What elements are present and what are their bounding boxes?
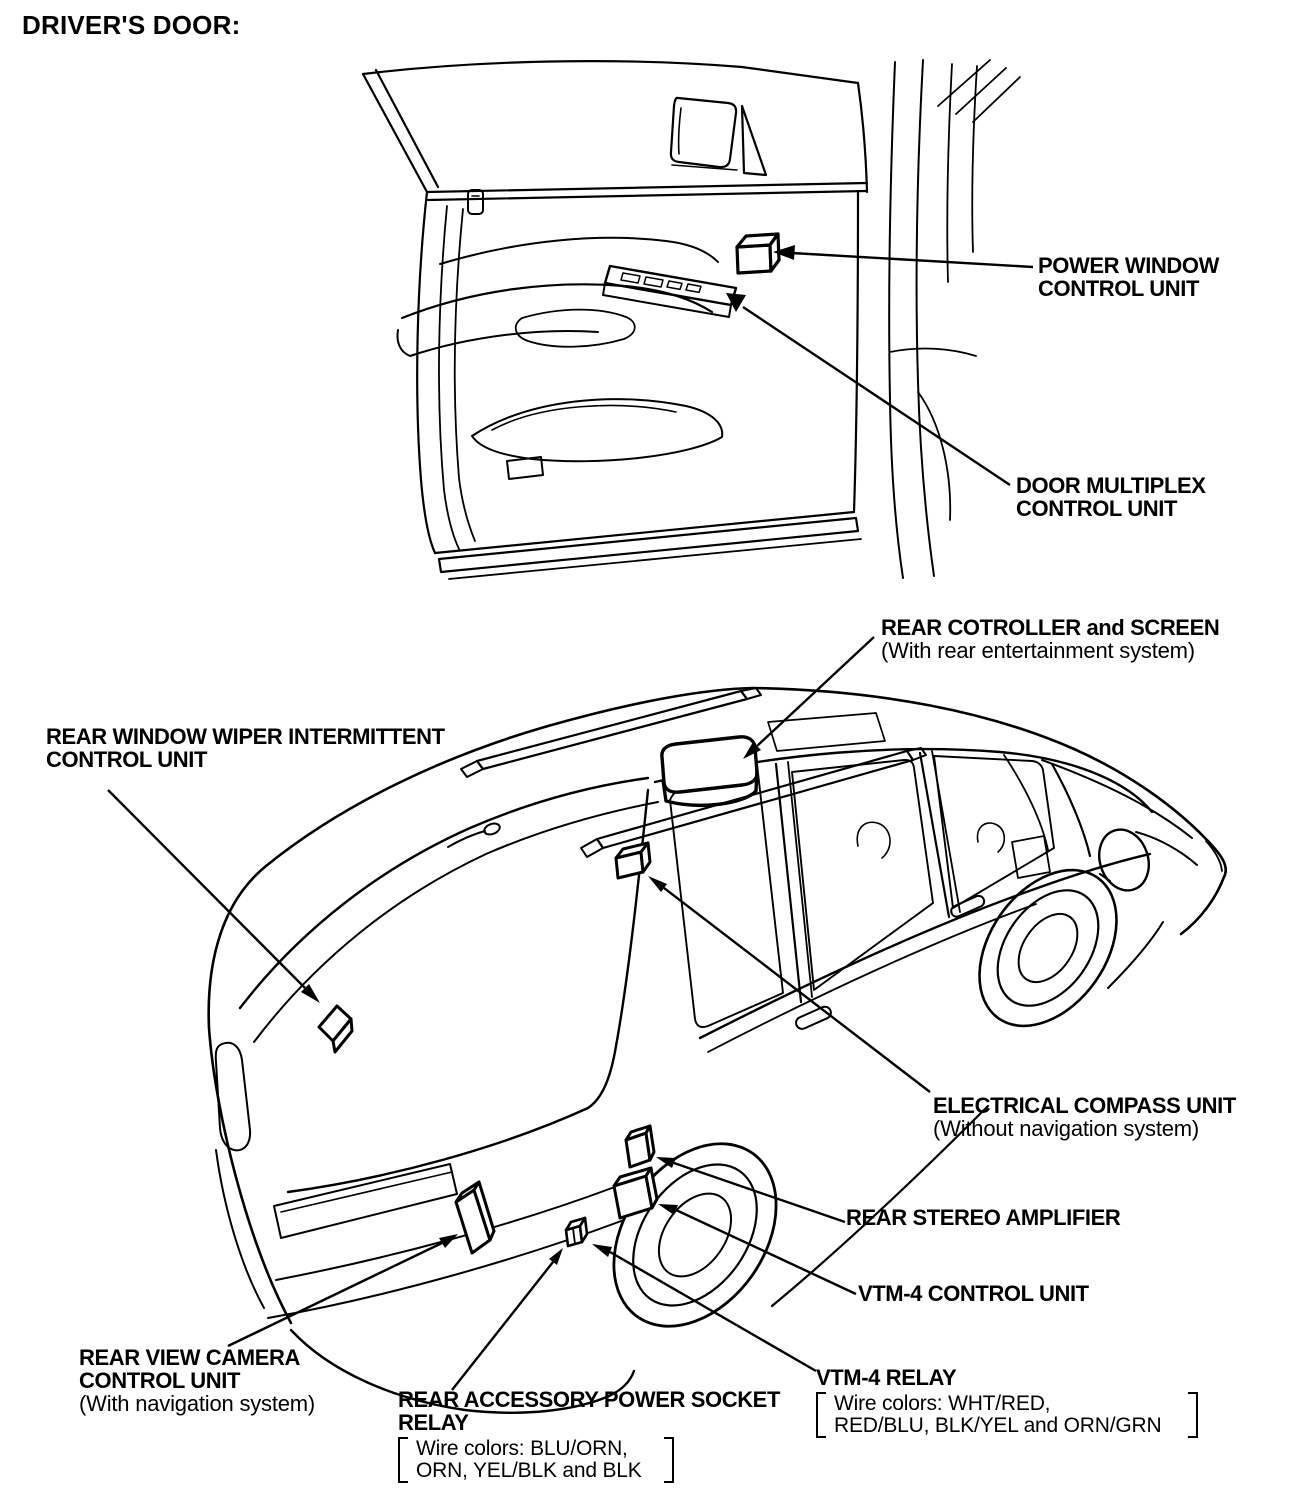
wire-colors-line: ORN, YEL/BLK and BLK: [416, 1459, 642, 1482]
leader-rear-camera: [228, 1234, 458, 1346]
spacer: [650, 1437, 664, 1483]
callout-line: CONTROL UNIT: [1016, 496, 1178, 521]
rear-view-camera-unit-box: [456, 1182, 494, 1253]
callout-line: VTM-4 RELAY: [816, 1365, 957, 1390]
wire-colors-line: RED/BLU, BLK/YEL and ORN/GRN: [834, 1414, 1162, 1437]
callout-vtm4-relay: [816, 1366, 1198, 1438]
callout-rear-camera: [79, 1346, 315, 1415]
electrical-compass-unit-box: [616, 843, 650, 878]
callout-line: POWER WINDOW: [1038, 253, 1219, 278]
callout-note: (Without navigation system): [933, 1116, 1200, 1141]
arrowhead-vtm4-relay: [592, 1244, 612, 1257]
leader-accessory-relay: [452, 1248, 563, 1390]
callout-vtm4-control: [858, 1282, 1089, 1305]
wire-colors-line: Wire colors: BLU/ORN,: [416, 1437, 628, 1460]
leader-rear-controller: [743, 637, 874, 759]
arrowhead-accessory-relay: [549, 1248, 563, 1265]
wire-colors-block: [398, 1437, 674, 1483]
rear-door-handle: [794, 1005, 833, 1031]
rear-wheel: [580, 1113, 809, 1357]
rear-wiper-control-unit-box: [319, 1006, 352, 1052]
callout-line: CONTROL UNIT: [1038, 276, 1200, 301]
wire-colors-line: Wire colors: WHT/RED,: [834, 1392, 1051, 1415]
callout-door-multiplex: [1016, 474, 1206, 520]
leader-power-window: [773, 245, 1033, 267]
door-armrest: [402, 284, 712, 318]
door-illustration: [363, 60, 1020, 579]
callout-power-window: [1038, 254, 1219, 300]
callout-line: REAR COTROLLER and SCREEN: [881, 615, 1220, 640]
rear-controller-screen-box: [662, 737, 757, 805]
leader-rear-wiper: [108, 790, 320, 1003]
wire-colors-block: [816, 1392, 1198, 1438]
bracket-left: [398, 1437, 408, 1483]
bracket-left: [816, 1392, 826, 1438]
door-quarter-window: [742, 106, 766, 175]
callout-note: (With rear entertainment system): [881, 638, 1195, 663]
callout-accessory-relay: [398, 1388, 780, 1483]
callout-compass: [933, 1094, 1236, 1140]
callout-line: ELECTRICAL COMPASS UNIT: [933, 1093, 1236, 1118]
rear-stereo-amplifier-box: [626, 1126, 654, 1167]
callout-rear-amp: [846, 1206, 1120, 1229]
callout-rear-wiper: [46, 725, 445, 771]
callout-line: REAR WINDOW WIPER INTERMITTENT: [46, 724, 445, 749]
leader-rear-amp: [656, 1157, 845, 1222]
bracket-right: [664, 1437, 674, 1483]
arrowhead-rear-camera: [439, 1234, 458, 1248]
callout-line: REAR ACCESSORY POWER SOCKET: [398, 1387, 780, 1412]
callout-note: (With navigation system): [79, 1391, 316, 1416]
vtm4-control-unit-box: [614, 1168, 657, 1218]
taillight: [216, 1043, 250, 1151]
callout-line: REAR STEREO AMPLIFIER: [846, 1205, 1121, 1230]
bracket-right: [1188, 1392, 1198, 1438]
front-wheel: [951, 844, 1145, 1051]
wire-colors-lines: [826, 1392, 1169, 1438]
page-title: DRIVER'S DOOR:: [22, 10, 241, 40]
callout-line: VTM-4 CONTROL UNIT: [858, 1281, 1089, 1306]
door-lock-knob: [468, 190, 483, 214]
spacer: [1169, 1392, 1188, 1438]
callout-line: REAR VIEW CAMERA: [79, 1345, 300, 1370]
wire-colors-lines: [408, 1437, 650, 1483]
callout-rear-controller: [881, 616, 1219, 662]
callout-line: DOOR MULTIPLEX: [1016, 473, 1206, 498]
leader-vtm4-relay: [592, 1244, 816, 1371]
leader-door-multiplex: [726, 293, 1010, 485]
arrowhead-door-multiplex: [726, 293, 746, 312]
callout-line: RELAY: [398, 1410, 469, 1435]
power-window-control-unit-box: [737, 234, 779, 273]
license-garnish: [274, 1164, 457, 1238]
accessory-power-socket-relay-box: [566, 1218, 587, 1246]
callout-line: CONTROL UNIT: [79, 1368, 241, 1393]
callout-line: CONTROL UNIT: [46, 747, 208, 772]
